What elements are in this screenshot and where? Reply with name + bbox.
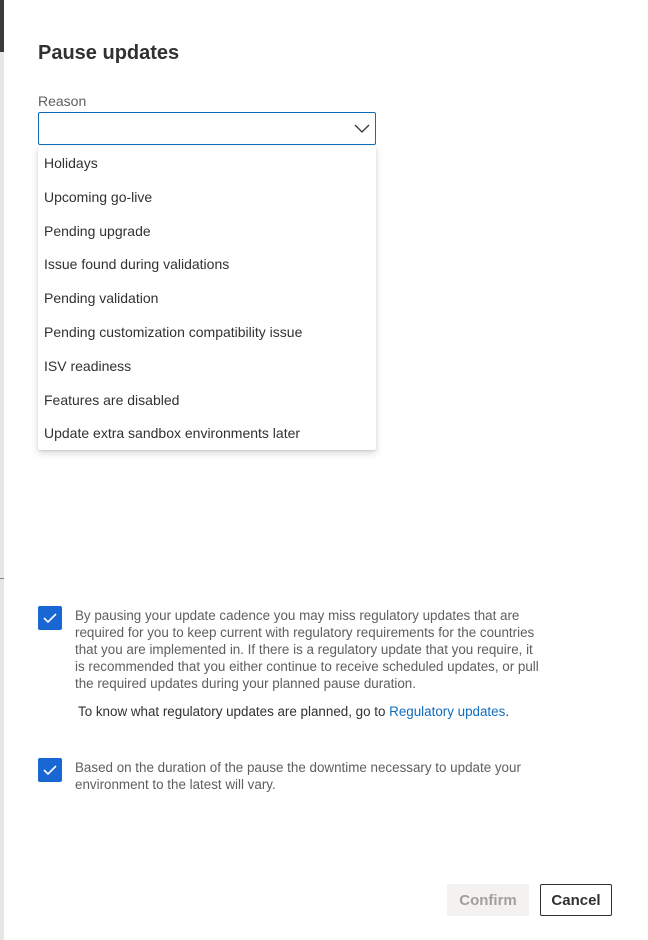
regulatory-info-suffix: .: [505, 704, 510, 719]
cancel-button[interactable]: Cancel: [540, 884, 612, 916]
reason-option-sandbox-later[interactable]: Update extra sandbox environments later: [44, 425, 301, 442]
regulatory-warning-text: By pausing your update cadence you may miss regulatory updates that are required for you to keep current with regulatory requirements for the countries that you are implemented in. If there is a regulatory update that you require, it is recommended that you either continue to receive scheduled updates, or pull the required updates during your planned pause duration.: [75, 608, 539, 691]
regulatory-info-line: [78, 704, 509, 719]
confirm-button[interactable]: Confirm: [447, 884, 529, 916]
reason-option-issue-found[interactable]: Issue found during validations: [44, 256, 230, 273]
reason-label: Reason: [38, 93, 87, 109]
reason-option-customization-compatibility[interactable]: Pending customization compatibility issue: [44, 323, 303, 340]
reason-dropdown[interactable]: [38, 112, 376, 145]
downtime-checkbox[interactable]: [38, 758, 62, 782]
checkmark-icon: [42, 611, 58, 625]
checkmark-icon: [42, 763, 58, 777]
downtime-warning-text: Based on the duration of the pause the downtime necessary to update your environment to the latest will vary.: [75, 760, 521, 792]
chevron-down-icon: [353, 121, 371, 135]
panel-title: Pause updates: [38, 42, 180, 64]
regulatory-updates-link[interactable]: Regulatory updates: [389, 704, 506, 719]
reason-option-isv-readiness[interactable]: ISV readiness: [44, 357, 132, 374]
reason-option-pending-upgrade[interactable]: Pending upgrade: [44, 222, 151, 239]
reason-option-pending-validation[interactable]: Pending validation: [44, 290, 159, 307]
reason-option-upcoming-go-live[interactable]: Upcoming go-live: [44, 188, 153, 205]
reason-options-list: [38, 146, 376, 450]
pause-updates-panel: [4, 0, 648, 940]
reason-option-holidays[interactable]: Holidays: [44, 155, 98, 171]
regulatory-info-prefix: To know what regulatory updates are planned, go to: [78, 704, 390, 719]
reason-option-features-disabled[interactable]: Features are disabled: [44, 391, 180, 408]
regulatory-checkbox[interactable]: [38, 606, 62, 630]
